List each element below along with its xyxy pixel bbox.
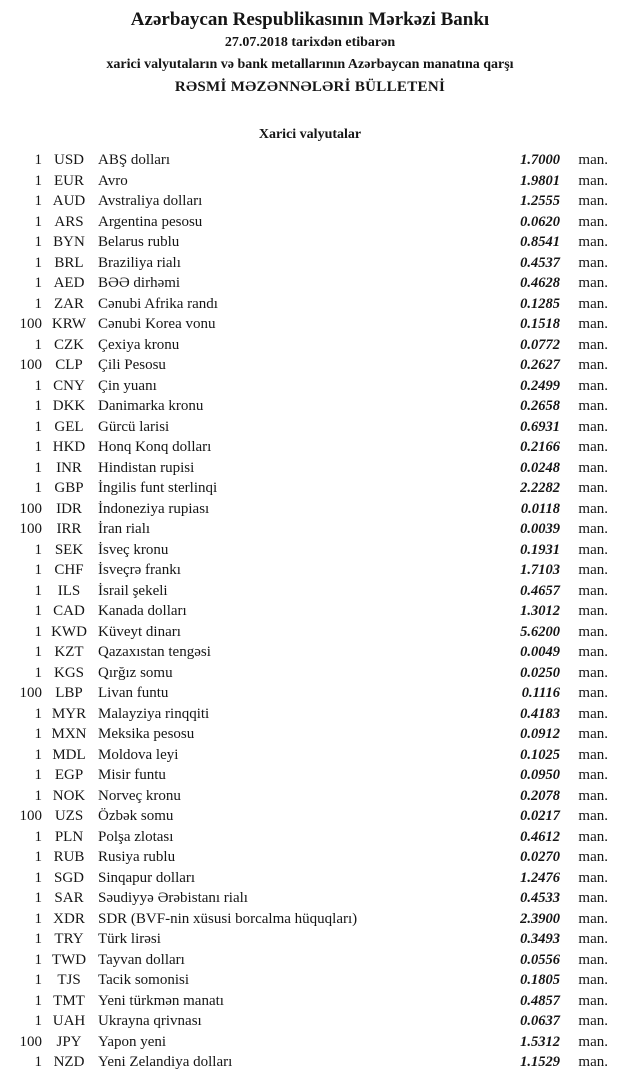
table-row — [0, 745, 608, 766]
rate-value: 0.0772 — [520, 336, 560, 353]
unit-label: man. — [578, 357, 608, 373]
rate-value: 0.4657 — [520, 582, 560, 599]
quantity-value: 1 — [34, 644, 42, 660]
currency-name: Malayziya rinqqiti — [98, 705, 210, 722]
quantity-value: 1 — [34, 152, 42, 168]
table-row — [0, 806, 608, 827]
quantity-value: 1 — [34, 398, 42, 414]
unit-label: man. — [578, 459, 608, 476]
rate-value: 1.9801 — [520, 172, 560, 189]
currency-code: SEK — [54, 541, 84, 558]
bank-title: Azərbaycan Respublikasının Mərkəzi Bankı — [130, 9, 490, 30]
rate-value: 0.4533 — [520, 890, 560, 906]
rate-value: 1.2476 — [520, 869, 560, 886]
table-row — [0, 355, 608, 376]
quantity-value: 1 — [34, 705, 42, 722]
table-row — [0, 991, 608, 1012]
currency-name: Meksika pesosu — [98, 726, 195, 742]
currency-code: JPY — [56, 1033, 82, 1050]
table-row — [0, 950, 608, 971]
rate-value: 0.0049 — [520, 644, 560, 660]
rate-value: 5.6200 — [520, 623, 560, 640]
table-row — [0, 376, 608, 397]
table-row — [0, 1011, 608, 1032]
quantity-value: 1 — [34, 869, 42, 886]
unit-label: man. — [578, 1013, 608, 1029]
rate-value: 0.1285 — [520, 295, 560, 312]
currency-name: Yeni türkmən manatı — [98, 992, 224, 1009]
unit-label: man. — [578, 480, 608, 496]
table-row — [0, 417, 608, 438]
currency-code: DKK — [52, 398, 86, 414]
unit-label: man. — [578, 541, 608, 558]
rate-value: 0.1805 — [520, 972, 560, 988]
currency-code: KRW — [51, 316, 87, 332]
unit-label: man. — [578, 1033, 608, 1050]
rate-value: 0.0556 — [520, 951, 560, 968]
currency-code: GBP — [54, 480, 84, 496]
table-row — [0, 724, 608, 745]
currency-name: İsrail şekeli — [98, 582, 168, 599]
currency-code: TJS — [57, 972, 81, 988]
unit-label: man. — [578, 254, 608, 271]
rate-value: 1.5312 — [520, 1033, 560, 1050]
quantity-value: 1 — [34, 480, 42, 496]
currency-name: Çin yuanı — [98, 377, 157, 394]
quantity-value: 1 — [34, 726, 42, 742]
unit-label: man. — [578, 849, 608, 865]
currency-code: CZK — [54, 336, 84, 353]
unit-label: man. — [578, 418, 608, 435]
table-row — [0, 294, 608, 315]
currency-name: Çexiya kronu — [98, 336, 180, 353]
unit-label: man. — [578, 193, 608, 209]
table-row — [0, 642, 608, 663]
effective-date: 27.07.2018 tarixdən etibarən — [224, 35, 396, 50]
quantity-value: 1 — [34, 439, 42, 455]
unit-label: man. — [578, 398, 608, 414]
quantity-value: 1 — [34, 951, 42, 968]
rates-table — [0, 150, 620, 1073]
currency-code: UAH — [52, 1013, 86, 1029]
unit-label: man. — [578, 439, 608, 455]
unit-label: man. — [578, 972, 608, 988]
rate-value: 0.0637 — [520, 1013, 560, 1029]
currency-name: Rusiya rublu — [98, 849, 176, 865]
bulletin-subtitle: xarici valyutaların və bank metallarının Azərbaycan manatına qarşı — [106, 57, 514, 72]
currency-name: Avro — [98, 172, 128, 189]
currency-name: Ukrayna qrivnası — [98, 1013, 202, 1029]
table-row — [0, 212, 608, 233]
rate-value: 0.8541 — [520, 234, 560, 250]
unit-label: man. — [578, 767, 608, 783]
currency-name: Yapon yeni — [98, 1033, 167, 1050]
currency-name: Hindistan rupisi — [98, 459, 195, 476]
quantity-value: 1 — [34, 541, 42, 558]
table-row — [0, 560, 608, 581]
quantity-value: 1 — [34, 828, 42, 845]
currency-code: TWD — [51, 951, 87, 968]
currency-code: CNY — [53, 377, 85, 394]
table-row — [0, 704, 608, 725]
unit-label: man. — [578, 890, 608, 906]
rate-value: 0.2078 — [520, 787, 560, 804]
quantity-value: 1 — [34, 890, 42, 906]
quantity-value: 1 — [34, 787, 42, 804]
currency-code: BYN — [53, 234, 85, 250]
table-row — [0, 478, 608, 499]
currency-code: TRY — [54, 931, 84, 947]
table-row — [0, 253, 608, 274]
quantity-value: 100 — [19, 521, 42, 537]
currency-name: Avstraliya dolları — [98, 193, 203, 209]
currency-code: NOK — [52, 787, 86, 804]
unit-label: man. — [578, 1054, 608, 1070]
table-row — [0, 499, 608, 520]
currency-code: INR — [56, 459, 82, 476]
currency-name: Moldova leyi — [98, 746, 179, 763]
currency-code: MXN — [51, 726, 87, 742]
rate-value: 0.0217 — [520, 808, 560, 824]
rate-value: 0.1518 — [520, 316, 560, 332]
unit-label: man. — [578, 664, 608, 681]
quantity-value: 1 — [34, 172, 42, 189]
currency-code: UZS — [54, 808, 84, 824]
table-row — [0, 888, 608, 909]
rate-value: 0.4612 — [520, 828, 560, 845]
unit-label: man. — [578, 951, 608, 968]
currency-code: EGP — [54, 767, 84, 783]
quantity-value: 1 — [34, 1054, 42, 1070]
unit-label: man. — [578, 500, 608, 517]
unit-label: man. — [578, 910, 608, 927]
quantity-value: 1 — [34, 849, 42, 865]
quantity-value: 1 — [34, 459, 42, 476]
currency-code: LBP — [55, 685, 83, 701]
rate-value: 0.2658 — [520, 398, 560, 414]
rate-value: 0.3493 — [520, 931, 560, 947]
unit-label: man. — [578, 562, 608, 578]
currency-name: Norveç kronu — [98, 787, 181, 804]
table-row — [0, 1052, 608, 1073]
currency-name: Qırğız somu — [98, 664, 173, 681]
unit-label: man. — [578, 623, 608, 640]
currency-name: Tacik somonisi — [98, 972, 190, 988]
currency-code: RUB — [53, 849, 85, 865]
currency-code: AUD — [52, 193, 86, 209]
quantity-value: 100 — [19, 316, 42, 332]
unit-label: man. — [578, 295, 608, 312]
table-row — [0, 847, 608, 868]
currency-code: BRL — [54, 254, 84, 271]
table-row — [0, 273, 608, 294]
rate-value: 0.0950 — [520, 767, 560, 783]
table-row — [0, 827, 608, 848]
currency-code: IRR — [56, 521, 82, 537]
quantity-value: 1 — [34, 193, 42, 209]
currency-code: IDR — [56, 500, 82, 517]
unit-label: man. — [578, 992, 608, 1009]
table-row — [0, 540, 608, 561]
currency-code: ARS — [54, 213, 84, 230]
quantity-value: 1 — [34, 377, 42, 394]
rate-value: 0.0912 — [520, 726, 560, 742]
currency-code: HKD — [52, 439, 86, 455]
quantity-value: 100 — [19, 808, 42, 824]
table-row — [0, 1032, 608, 1053]
currency-name: Küveyt dinarı — [98, 623, 181, 640]
quantity-value: 100 — [19, 1033, 42, 1050]
rate-value: 0.6931 — [520, 418, 560, 435]
rate-value: 0.1025 — [520, 746, 560, 763]
currency-name: Çili Pesosu — [98, 357, 166, 373]
section-title: Xarici valyutalar — [258, 127, 362, 142]
rate-value: 0.4183 — [520, 705, 560, 722]
currency-name: Braziliya rialı — [98, 254, 181, 271]
table-row — [0, 868, 608, 889]
table-row — [0, 191, 608, 212]
unit-label: man. — [578, 787, 608, 804]
rate-value: 0.0039 — [520, 521, 560, 537]
quantity-value: 1 — [34, 623, 42, 640]
quantity-value: 1 — [34, 582, 42, 599]
unit-label: man. — [578, 828, 608, 845]
table-row — [0, 581, 608, 602]
currency-name: Livan funtu — [98, 685, 169, 701]
currency-name: Cənubi Korea vonu — [98, 316, 216, 332]
unit-label: man. — [578, 377, 608, 394]
table-row — [0, 622, 608, 643]
quantity-value: 1 — [34, 418, 42, 435]
currency-code: USD — [53, 152, 84, 168]
unit-label: man. — [578, 152, 608, 168]
currency-name: Gürcü larisi — [98, 418, 170, 435]
unit-label: man. — [578, 582, 608, 599]
table-row — [0, 437, 608, 458]
unit-label: man. — [578, 746, 608, 763]
rate-value: 0.0620 — [520, 213, 560, 230]
table-row — [0, 396, 608, 417]
table-row — [0, 601, 608, 622]
rate-value: 0.1931 — [520, 541, 560, 558]
currency-code: ILS — [57, 582, 81, 599]
rate-value: 1.7103 — [520, 562, 560, 578]
currency-code: MDL — [52, 746, 86, 763]
quantity-value: 100 — [19, 500, 42, 517]
quantity-value: 100 — [19, 357, 42, 373]
quantity-value: 1 — [34, 603, 42, 619]
quantity-value: 1 — [34, 254, 42, 271]
currency-code: AED — [53, 275, 85, 291]
unit-label: man. — [578, 234, 608, 250]
currency-code: KGS — [53, 664, 84, 681]
unit-label: man. — [578, 521, 608, 537]
table-row — [0, 909, 608, 930]
unit-label: man. — [578, 685, 608, 701]
currency-name: Kanada dolları — [98, 603, 187, 619]
rate-value: 0.4628 — [520, 275, 560, 291]
currency-name: Türk lirəsi — [98, 931, 161, 947]
currency-name: İsveçrə frankı — [98, 562, 181, 578]
unit-label: man. — [578, 869, 608, 886]
currency-name: İndoneziya rupiası — [98, 500, 210, 517]
currency-code: CHF — [54, 562, 84, 578]
table-row — [0, 765, 608, 786]
rate-value: 0.0118 — [520, 500, 560, 517]
quantity-value: 100 — [19, 685, 42, 701]
unit-label: man. — [578, 336, 608, 353]
bulletin-header — [0, 0, 620, 98]
quantity-value: 1 — [34, 234, 42, 250]
currency-code: TMT — [53, 992, 85, 1009]
rate-value: 2.2282 — [520, 480, 560, 496]
currency-code: PLN — [54, 828, 84, 845]
currency-code: EUR — [54, 172, 84, 189]
table-row — [0, 970, 608, 991]
rate-value: 0.2627 — [520, 357, 560, 373]
quantity-value: 1 — [34, 275, 42, 291]
unit-label: man. — [578, 931, 608, 947]
currency-code: SGD — [53, 869, 84, 886]
currency-name: Belarus rublu — [98, 234, 180, 250]
currency-name: İran rialı — [98, 521, 151, 537]
currency-name: Misir funtu — [98, 767, 166, 783]
quantity-value: 1 — [34, 910, 42, 927]
unit-label: man. — [578, 705, 608, 722]
unit-label: man. — [578, 213, 608, 230]
currency-code: NZD — [53, 1054, 85, 1070]
currency-name: Honq Konq dolları — [98, 439, 212, 455]
currency-name: Tayvan dolları — [98, 951, 185, 968]
currency-name: Qazaxıstan tengəsi — [98, 644, 211, 660]
unit-label: man. — [578, 172, 608, 189]
currency-code: KZT — [54, 644, 84, 660]
rate-value: 0.0248 — [520, 459, 560, 476]
quantity-value: 1 — [34, 562, 42, 578]
currency-name: ABŞ dolları — [98, 152, 171, 168]
rate-value: 0.2166 — [520, 439, 560, 455]
currency-name: Səudiyyə Ərəbistanı rialı — [98, 890, 248, 906]
currency-name: SDR (BVF-nin xüsusi borcalma hüquqları) — [98, 910, 358, 927]
unit-label: man. — [578, 808, 608, 824]
rate-value: 0.2499 — [520, 377, 560, 394]
rate-value: 1.1529 — [520, 1054, 560, 1070]
currency-name: Danimarka kronu — [98, 398, 204, 414]
table-row — [0, 150, 608, 171]
table-row — [0, 232, 608, 253]
bulletin-title: RƏSMİ MƏZƏNNƏLƏRİ BÜLLETENİ — [174, 79, 446, 95]
unit-label: man. — [578, 275, 608, 291]
rate-value: 0.0250 — [520, 664, 560, 681]
rate-value: 2.3900 — [520, 910, 560, 927]
unit-label: man. — [578, 726, 608, 742]
table-row — [0, 929, 608, 950]
currency-code: GEL — [54, 418, 84, 435]
rate-value: 0.4537 — [520, 254, 560, 271]
quantity-value: 1 — [34, 295, 42, 312]
currency-code: MYR — [51, 705, 87, 722]
rate-value: 0.1116 — [521, 685, 560, 701]
currency-name: İsveç kronu — [98, 541, 169, 558]
currency-name: Özbək somu — [98, 808, 174, 824]
rate-value: 1.3012 — [520, 603, 560, 619]
quantity-value: 1 — [34, 664, 42, 681]
unit-label: man. — [578, 603, 608, 619]
quantity-value: 1 — [34, 336, 42, 353]
table-row — [0, 314, 608, 335]
currency-name: Sinqapur dolları — [98, 869, 196, 886]
unit-label: man. — [578, 644, 608, 660]
currency-name: Yeni Zelandiya dolları — [98, 1054, 233, 1070]
table-row — [0, 519, 608, 540]
quantity-value: 1 — [34, 972, 42, 988]
currency-name: İngilis funt sterlinqi — [98, 480, 218, 496]
currency-code: CAD — [53, 603, 85, 619]
table-row — [0, 458, 608, 479]
currency-name: Polşa zlotası — [98, 828, 174, 845]
currency-name: Cənubi Afrika randı — [98, 295, 218, 312]
rate-value: 0.0270 — [520, 849, 560, 865]
table-row — [0, 335, 608, 356]
quantity-value: 1 — [34, 213, 42, 230]
table-row — [0, 683, 608, 704]
currency-code: KWD — [51, 623, 87, 640]
unit-label: man. — [578, 316, 608, 332]
table-row — [0, 786, 608, 807]
table-row — [0, 663, 608, 684]
quantity-value: 1 — [34, 746, 42, 763]
currency-code: ZAR — [54, 295, 84, 312]
quantity-value: 1 — [34, 992, 42, 1009]
rate-value: 0.4857 — [520, 992, 560, 1009]
rate-value: 1.2555 — [520, 193, 560, 209]
quantity-value: 1 — [34, 1013, 42, 1029]
currency-code: CLP — [55, 357, 83, 373]
quantity-value: 1 — [34, 767, 42, 783]
rate-value: 1.7000 — [520, 152, 560, 168]
quantity-value: 1 — [34, 931, 42, 947]
currency-code: SAR — [54, 890, 84, 906]
currency-name: BƏƏ dirhəmi — [98, 275, 181, 291]
table-row — [0, 171, 608, 192]
currency-name: Argentina pesosu — [98, 213, 203, 230]
currency-code: XDR — [53, 910, 85, 927]
